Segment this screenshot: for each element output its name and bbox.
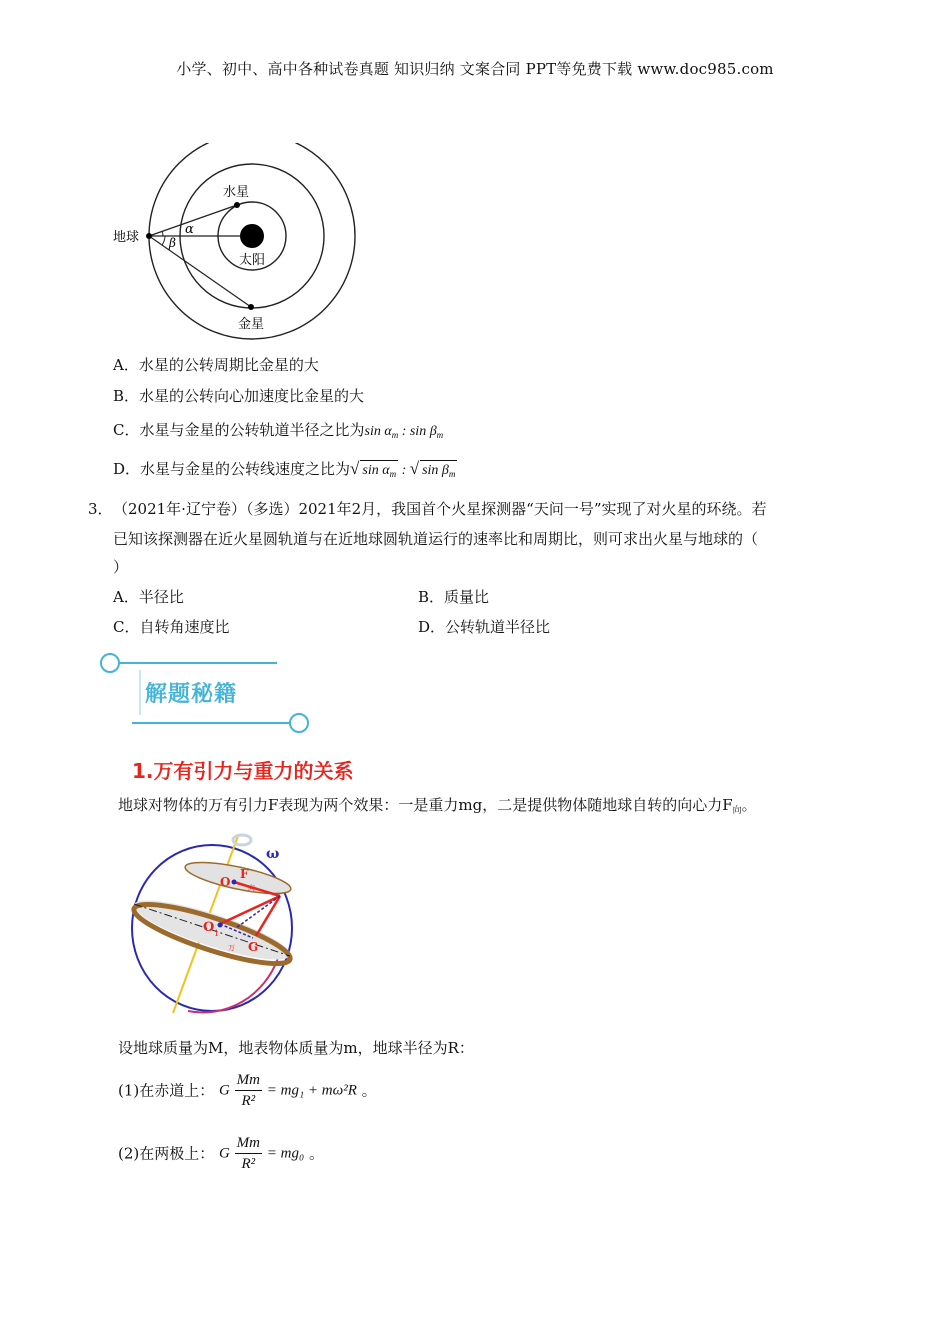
- svg-text:G: G: [248, 940, 259, 954]
- svg-text:1: 1: [214, 929, 220, 938]
- option-c: C．水星与金星的公转轨道半径之比为$\sin \alpha_m$ : $\sin \beta_m$: [113, 421, 444, 440]
- earth-dot: [146, 233, 152, 239]
- venus-label: 金星: [238, 317, 265, 332]
- formula-poles: (2)在两极上： G $\frac{Mm}{\text{R²}}$ = mg₀ 。: [118, 1135, 324, 1172]
- q3-option-c: C．自转角速度比: [113, 618, 230, 636]
- earth-rotation-diagram: [128, 828, 308, 1018]
- option-b: B．水星的公转向心加速度比金星的大: [113, 387, 365, 405]
- orbit-diagram: [105, 143, 375, 343]
- q3-option-b: B．质量比: [418, 588, 490, 606]
- venus-dot: [248, 304, 254, 310]
- svg-text:F: F: [240, 867, 249, 881]
- formula-equator: (1)在赤道上： G $\frac{Mm}{\text{R²}}$ = mg₁ + mω²R 。: [118, 1072, 377, 1109]
- alpha-label: α: [185, 222, 194, 237]
- option-d: D．水星与金星的公转线速度之比为√ $\sin \alpha_m$ : √ $\sin \beta_m$: [113, 459, 457, 484]
- section-title: 1.万有引力与重力的关系: [132, 759, 354, 783]
- beta-label: β: [169, 236, 176, 250]
- sun-label: 太阳: [239, 253, 266, 268]
- q3-option-d: D．公转轨道半径比: [418, 618, 551, 636]
- badge-label: 解题秘籍: [145, 682, 238, 707]
- earth-label: 地球: [113, 230, 140, 245]
- sun-dot: [240, 224, 264, 248]
- svg-text:万: 万: [228, 944, 235, 952]
- page-header: 小学、初中、高中各种试卷真题 知识归纳 文案合同 PPT等免费下载 www.doc985.com: [176, 60, 774, 78]
- q3-option-a: A．半径比: [113, 588, 184, 606]
- q3-number: 3．: [88, 500, 113, 518]
- mercury-label: 水星: [223, 185, 250, 200]
- beta-arc: [162, 236, 165, 245]
- option-a: A．水星的公转周期比金星的大: [113, 356, 319, 374]
- q3-line3: ）: [113, 558, 129, 576]
- formula-setup: 设地球质量为M，地表物体质量为m，地球半径为R：: [118, 1039, 474, 1057]
- q3-line1: （2021年·辽宁卷）（多选）2021年2月，我国首个火星探测器“天问一号”实现了对火星的环绕。若: [113, 500, 767, 518]
- svg-text:O: O: [220, 875, 231, 889]
- svg-text:O: O: [203, 920, 215, 935]
- section-intro: 地球对物体的万有引力F表现为两个效果：一是重力mg，二是提供物体随地球自转的向心力$F_向$。: [118, 796, 757, 816]
- svg-text:ω: ω: [266, 846, 280, 862]
- earth-venus-line: [149, 236, 251, 307]
- q3-line2: 已知该探测器在近火星圆轨道与在近地球圆轨道运行的速率比和周期比，则可求出火星与地球的（: [113, 530, 759, 548]
- mercury-dot: [234, 202, 240, 208]
- svg-text:向: 向: [248, 884, 255, 892]
